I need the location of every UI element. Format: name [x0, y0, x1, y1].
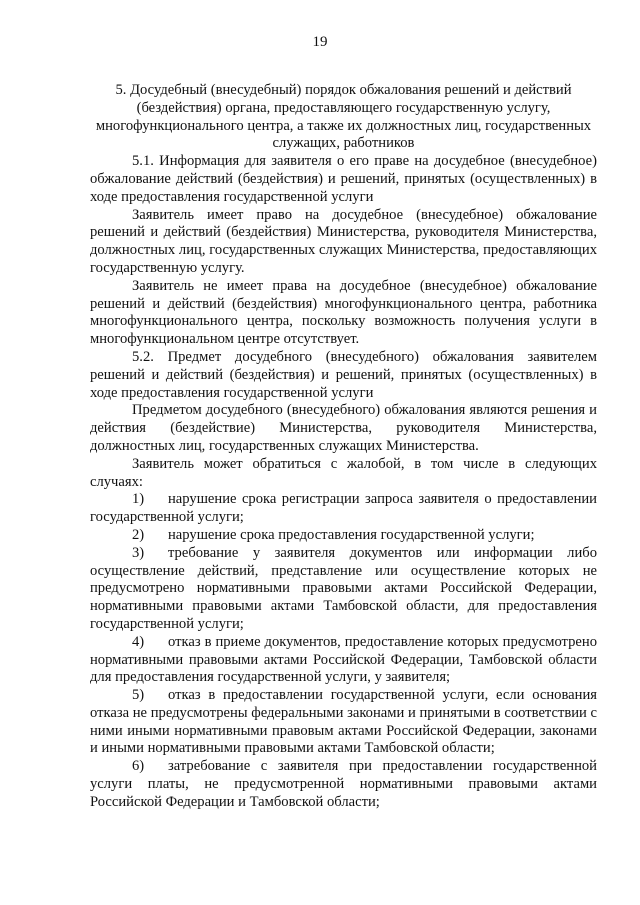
paragraph-5-2: 5.2. Предмет досудебного (внесудебного) обжалования заявителем решений и действий (бездействия) и решений, принятых (осуществленных) в ходе предоставления государственной услуги: [90, 348, 597, 401]
list-item-number: 2): [132, 526, 145, 543]
list-item-number: 4): [132, 633, 145, 650]
paragraph-5-1: 5.1. Информация для заявителя о его праве на досудебное (внесудебное) обжалование действий (бездействия) и решений, принятых (осуществленных) в ходе предоставления государственной услуги: [90, 153, 597, 205]
list-item: [90, 758, 597, 811]
paragraph-no-right-mfc: Заявитель не имеет права на досудебное (внесудебное) обжалование решений и действий (бездействия) многофункционального центра, работника многофункционального центра, поскольку возможность получения услуги в многофункциональном центре отсутствует.: [90, 277, 597, 348]
paragraph-right-to-appeal: Заявитель имеет право на досудебное (внесудебное) обжалование решений и действий (бездействия) Министерства, руководителя Министерства, должностных лиц, государственных служащих Министерства, предоставляющих государственную услугу.: [90, 206, 597, 276]
document-body: [90, 82, 597, 812]
list-item: [90, 527, 597, 545]
list-item-number: 1): [132, 491, 145, 508]
list-item-text: отказ в предоставлении государственной услуги, если основания отказа не предусмотрены федеральными законами и принятыми в соответствии с ними иными нормативными правовым актами Российской Федерации, законами и иными нормативными правовыми актами Тамбовской области;: [90, 687, 597, 757]
list-item: [90, 545, 597, 634]
list-item: [90, 687, 597, 758]
paragraph-subject-of-appeal: Предметом досудебного (внесудебного) обжалования являются решения и действия (бездействие) Министерства, руководителя Министерства, должностных лиц, государственных служащих Министерства.: [90, 402, 597, 454]
list-item-number: 5): [132, 687, 145, 704]
section-heading: 5. Досудебный (внесудебный) порядок обжалования решений и действий (бездействия) органа, предоставляющего государственную услугу, многофункционального центра, а также их должностных лиц, государственных служащих, работников: [95, 82, 592, 152]
list-item-text: нарушение срока регистрации запроса заявителя о предоставлении государственной услуги;: [90, 491, 597, 526]
page-number: 19: [312, 34, 328, 50]
list-item: [90, 491, 597, 527]
list-item-text: нарушение срока предоставления государственной услуги;: [168, 526, 535, 543]
list-item-text: отказ в приеме документов, предоставление которых предусмотрено нормативными правовыми актами Российской Федерации, Тамбовской области для предоставления государственной услуги, у заявителя;: [90, 633, 597, 686]
list-item: [90, 634, 597, 687]
list-item-text: требование у заявителя документов или информации либо осуществление действий, представление или осуществление которых не предусмотрено нормативными правовыми актами Российской Федерации, нормативными правовыми актами Тамбовской области, для предоставления государственной услуги;: [90, 544, 597, 632]
list-item-number: 3): [132, 544, 145, 561]
list-item-text: затребование с заявителя при предоставлении государственной услуги платы, не предусмотренной нормативными правовыми актами Российской Федерации и Тамбовской области;: [90, 758, 597, 810]
paragraph-cases-intro: Заявитель может обратиться с жалобой, в том числе в следующих случаях:: [90, 455, 597, 490]
list-item-number: 6): [132, 758, 145, 775]
